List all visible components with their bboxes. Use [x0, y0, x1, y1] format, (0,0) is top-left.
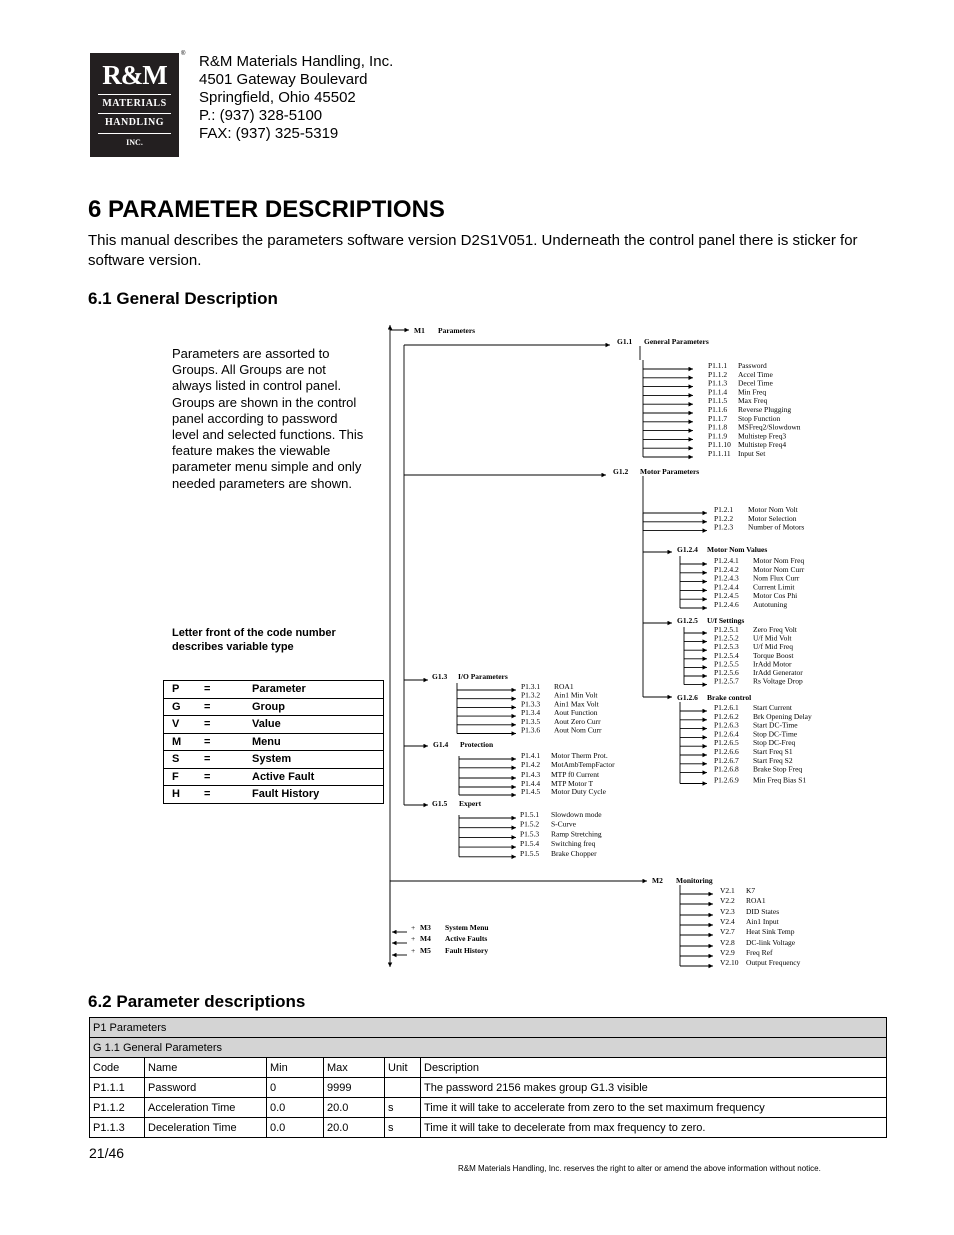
parameter-code: P1.2.4.6: [714, 600, 739, 609]
legend-letter: P: [164, 681, 197, 699]
parameter-name: Torque Boost: [753, 650, 794, 660]
parameter-name: Multistep Freq3: [738, 431, 787, 441]
cell-min: 0.0: [267, 1118, 324, 1138]
legend-letter: H: [164, 786, 197, 804]
group-name: Protection: [460, 740, 494, 749]
group-name: Expert: [459, 799, 482, 808]
parameter-name: Start Freq S2: [753, 755, 793, 765]
parameter-code: P1.5.4: [520, 839, 540, 849]
cell-max: 20.0: [324, 1098, 385, 1118]
parameter-code: P1.5.5: [520, 848, 540, 858]
legend-meaning: Parameter: [244, 681, 384, 699]
legend-row: [164, 698, 384, 716]
parameter-name: Accel Time: [738, 369, 773, 379]
column-header: Unit: [385, 1058, 421, 1078]
parameter-code: P1.2.1: [714, 505, 734, 514]
menu-name: System Menu: [445, 923, 489, 932]
parameter-name: IrAdd Motor: [753, 659, 792, 669]
group-name: General Parameters: [644, 337, 709, 346]
parameter-name: Multistep Freq4: [738, 440, 787, 450]
cell-min: 0.0: [267, 1098, 324, 1118]
menu-code: M3: [420, 923, 431, 932]
parameter-name: Motor Cos Phi: [753, 591, 798, 601]
legend-equals: =: [196, 716, 244, 734]
parameter-code: P1.2.6.8: [714, 764, 739, 774]
menu-name: Monitoring: [676, 876, 713, 885]
parameter-name: Ain1 Input: [746, 917, 779, 926]
parameter-name: Start DC-Time: [753, 720, 798, 730]
cell-description: The password 2156 makes group G1.3 visible: [421, 1078, 887, 1098]
legend-letter: V: [164, 716, 197, 734]
legend-letter: G: [164, 698, 197, 716]
parameter-code: P1.3.1: [521, 682, 541, 691]
parameter-code: P1.4.5: [521, 787, 541, 796]
footer-disclaimer: R&M Materials Handling, Inc. reserves the right to alter or amend the above information without notice.: [458, 1164, 821, 1173]
parameter-code: P1.2.5.6: [714, 668, 739, 677]
cell-min: 0: [267, 1078, 324, 1098]
parameter-name: Output Frequency: [746, 958, 801, 967]
parameter-name: Motor Therm Prot.: [551, 751, 608, 760]
parameter-name: Stop DC-Time: [753, 729, 798, 739]
logo-word-inc: INC.: [126, 138, 143, 147]
cell-max: 20.0: [324, 1118, 385, 1138]
subgroup-name: Brake control: [707, 693, 752, 702]
column-header: Description: [421, 1058, 887, 1078]
parameter-code: P1.5.2: [520, 819, 540, 829]
menu-code: M5: [420, 946, 431, 955]
subgroup-code: G1.2.5: [677, 616, 698, 625]
parameter-code: P1.2.6.5: [714, 738, 739, 748]
parameter-name: Switching freq: [551, 839, 596, 849]
parameter-code: P1.1.3: [708, 378, 728, 388]
legend-meaning: Value: [244, 716, 384, 734]
group-name: I/O Parameters: [458, 672, 508, 681]
parameter-code: P1.2.6.3: [714, 720, 739, 730]
parameter-name: Aout Nom Curr: [554, 725, 602, 735]
company-address: [199, 53, 393, 143]
parameter-code: P1.2.3: [714, 522, 734, 532]
parameter-name: Min Freq: [738, 387, 767, 397]
logo-divider: [98, 113, 171, 114]
legend-letter: F: [164, 768, 197, 786]
table-title: P1 Parameters: [90, 1018, 887, 1038]
table-row: [90, 1078, 887, 1098]
cell-description: Time it will take to accelerate from zero to the set maximum frequency: [421, 1098, 887, 1118]
parameter-code: P1.2.5.1: [714, 625, 739, 634]
parameter-name: Heat Sink Temp: [746, 927, 795, 936]
parameter-code: P1.1.9: [708, 431, 728, 441]
menu-name: Fault History: [445, 946, 489, 955]
parameter-name: Password: [738, 361, 767, 370]
menu-name: Parameters: [438, 326, 476, 335]
parameter-code: V2.10: [720, 958, 739, 967]
parameter-code: P1.2.6.9: [714, 775, 739, 785]
parameter-code: P1.3.6: [521, 725, 541, 735]
address-line: 4501 Gateway Boulevard: [199, 71, 368, 88]
menu-name: Active Faults: [445, 934, 488, 943]
intro-paragraph: This manual describes the parameters software version D2S1V051. Underneath the control panel there is sticker for software version.: [88, 232, 858, 269]
subgroup-code: G1.2.4: [677, 545, 698, 554]
parameter-name: IrAdd Generator: [753, 668, 803, 677]
cell-name: Acceleration Time: [145, 1098, 267, 1118]
parameter-name: Max Freq: [738, 396, 768, 406]
parameter-name: Start Freq S1: [753, 747, 793, 756]
legend-letter: S: [164, 751, 197, 769]
logo-word-materials: MATERIALS: [102, 98, 167, 109]
parameter-name: Stop DC-Freq: [753, 738, 796, 748]
parameter-name: Autotuning: [753, 600, 788, 609]
parameter-code: V2.4: [720, 917, 735, 926]
parameter-code: P1.2.6.4: [714, 729, 739, 739]
group-name: Motor Parameters: [640, 467, 700, 476]
parameter-name: Brake Stop Freq: [753, 764, 803, 774]
group-code: G1.4: [433, 740, 449, 749]
table-header-row: [90, 1058, 887, 1078]
group-code: G1.3: [432, 672, 448, 681]
legend-row: [164, 751, 384, 769]
column-header: Name: [145, 1058, 267, 1078]
parameter-code: P1.2.6.6: [714, 747, 739, 756]
parameter-code: P1.1.6: [708, 405, 728, 414]
legend-row: [164, 786, 384, 804]
parameter-name: Number of Motors: [748, 522, 805, 532]
table-row: [90, 1098, 887, 1118]
section-heading-general: 6.1 General Description: [88, 289, 278, 308]
expand-plus-icon: +: [411, 934, 416, 943]
legend-equals: =: [196, 768, 244, 786]
legend-equals: =: [196, 733, 244, 751]
parameter-code: P1.1.4: [708, 387, 728, 397]
parameter-code: P1.1.2: [708, 369, 728, 379]
parameter-name: Decel Time: [738, 378, 773, 388]
table-row: [90, 1118, 887, 1138]
parameter-code: P1.2.4.3: [714, 573, 739, 583]
menu-code: M1: [414, 326, 425, 335]
parameter-code: V2.2: [720, 896, 735, 905]
registered-mark: ®: [181, 51, 186, 57]
cell-max: 9999: [324, 1078, 385, 1098]
parameter-name: ROA1: [746, 896, 766, 905]
legend-meaning: Group: [244, 698, 384, 716]
parameter-code: P1.2.5.7: [714, 676, 739, 686]
expand-plus-icon: +: [411, 923, 416, 932]
chapter-title: 6 PARAMETER DESCRIPTIONS: [88, 196, 445, 223]
legend-equals: =: [196, 681, 244, 699]
cell-name: Deceleration Time: [145, 1118, 267, 1138]
parameter-name: Brk Opening Delay: [753, 711, 812, 721]
logo-word-handling: HANDLING: [104, 117, 164, 128]
legend-meaning: Fault History: [244, 786, 384, 804]
parameter-code: V2.8: [720, 938, 735, 947]
legend-letter: M: [164, 733, 197, 751]
page-number: 21/46: [89, 1145, 125, 1161]
parameter-code: P1.2.6.2: [714, 711, 739, 721]
parameter-code: P1.1.10: [708, 440, 731, 450]
address-line: FAX: (937) 325-5319: [199, 125, 339, 142]
parameter-name: Nom Flux Curr: [753, 573, 800, 583]
cell-code: P1.1.3: [90, 1118, 145, 1138]
cell-unit: s: [385, 1098, 421, 1118]
parameter-code: P1.3.3: [521, 699, 541, 709]
parameter-code: P1.4.4: [521, 779, 541, 788]
menu-code: M4: [420, 934, 431, 943]
legend-row: [164, 733, 384, 751]
legend-row: [164, 716, 384, 734]
groups-explanation: Parameters are assorted to Groups. All Groups are not always listed in control panel. Groups are shown in the control panel according to password level and selected functions. This feature makes the viewable parameter menu simple and only needed parameters are shown.: [172, 346, 364, 491]
parameter-name: Brake Chopper: [551, 848, 597, 858]
legend-equals: =: [196, 698, 244, 716]
expand-plus-icon: +: [411, 946, 416, 955]
cell-unit: [385, 1078, 421, 1098]
parameter-code: P1.1.5: [708, 396, 728, 406]
parameter-name: Ramp Stretching: [551, 829, 602, 839]
parameter-name: Motor Nom Freq: [753, 556, 805, 565]
parameter-code: P1.2.6.1: [714, 703, 739, 712]
parameter-name: Ain1 Min Volt: [554, 690, 598, 700]
section-heading-parameters: 6.2 Parameter descriptions: [88, 992, 306, 1011]
parameter-name: DID States: [746, 907, 780, 916]
parameter-name: Input Set: [738, 449, 766, 458]
cell-description: Time it will take to decelerate from max frequency to zero.: [421, 1118, 887, 1138]
group-code: G1.2: [613, 467, 629, 476]
menu-code: M2: [652, 876, 663, 885]
parameter-name: Rs Voltage Drop: [753, 676, 803, 686]
parameter-name: Freq Ref: [746, 948, 773, 957]
parameter-name: MTP f0 Current: [551, 770, 600, 779]
parameter-code: V2.3: [720, 907, 735, 916]
parameter-name: MTP Motor T: [551, 779, 594, 788]
parameter-table: [89, 1017, 887, 1138]
cell-name: Password: [145, 1078, 267, 1098]
legend-meaning: Active Fault: [244, 768, 384, 786]
parameter-name: MotAmbTempFactor: [551, 759, 615, 769]
cell-code: P1.1.1: [90, 1078, 145, 1098]
column-header: Max: [324, 1058, 385, 1078]
subgroup-code: G1.2.6: [677, 693, 698, 702]
logo-divider: [98, 133, 171, 134]
parameter-code: P1.3.2: [521, 690, 541, 700]
logo-divider: [98, 94, 171, 95]
company-logo: [90, 53, 179, 157]
parameter-name: ROA1: [554, 682, 574, 691]
parameter-code: P1.1.11: [708, 449, 731, 458]
parameter-code: P1.4.3: [521, 770, 541, 779]
cell-code: P1.1.2: [90, 1098, 145, 1118]
parameter-name: Slowdown mode: [551, 810, 602, 819]
parameter-code: V2.7: [720, 927, 735, 936]
logo-monogram: R&M: [102, 60, 167, 90]
legend-equals: =: [196, 751, 244, 769]
parameter-name: S-Curve: [551, 819, 576, 829]
variable-type-legend: [163, 680, 384, 804]
parameter-code: P1.2.5.2: [714, 633, 739, 643]
parameter-name: MSFreq2/Slowdown: [738, 422, 801, 432]
address-line: Springfield, Ohio 45502: [199, 89, 356, 106]
subgroup-name: U/f Settings: [707, 616, 745, 625]
parameter-code: P1.2.6.7: [714, 755, 739, 765]
parameter-name: U/f Mid Volt: [753, 633, 792, 643]
legend-meaning: System: [244, 751, 384, 769]
parameter-name: K7: [746, 886, 756, 895]
table-group: G 1.1 General Parameters: [90, 1038, 887, 1058]
address-line: R&M Materials Handling, Inc.: [199, 53, 394, 70]
parameter-code: P1.2.4.2: [714, 564, 739, 574]
parameter-code: V2.1: [720, 886, 735, 895]
parameter-name: Motor Nom Curr: [753, 564, 805, 574]
group-code: G1.5: [432, 799, 448, 808]
parameter-code: P1.2.5.5: [714, 659, 739, 669]
parameter-code: P1.3.5: [521, 716, 541, 726]
parameter-code: P1.2.4.5: [714, 591, 739, 601]
parameter-code: P1.5.3: [520, 829, 540, 839]
parameter-name: Motor Selection: [748, 513, 797, 523]
parameter-code: P1.4.1: [521, 751, 541, 760]
parameter-code: P1.2.2: [714, 513, 734, 523]
parameter-name: DC-link Voltage: [746, 938, 796, 947]
parameter-code: P1.4.2: [521, 759, 541, 769]
parameter-name: Zero Freq Volt: [753, 625, 797, 634]
letter-note: Letter front of the code number describes variable type: [172, 627, 336, 653]
parameter-name: U/f Mid Freq: [753, 642, 793, 652]
parameter-code: P1.3.4: [521, 708, 541, 718]
group-code: G1.1: [617, 337, 633, 346]
legend-row: [164, 768, 384, 786]
parameter-code: P1.2.5.4: [714, 650, 739, 660]
parameter-code: P1.1.7: [708, 413, 728, 423]
parameter-name: Current Limit: [753, 582, 795, 592]
legend-equals: =: [196, 786, 244, 804]
parameter-code: P1.2.4.4: [714, 582, 739, 592]
legend-row: [164, 681, 384, 699]
parameter-name: Aout Zero Curr: [554, 716, 601, 726]
address-line: P.: (937) 328-5100: [199, 107, 323, 124]
parameter-code: P1.2.4.1: [714, 556, 739, 565]
parameter-name: Ain1 Max Volt: [554, 699, 599, 709]
column-header: Min: [267, 1058, 324, 1078]
parameter-name: Stop Function: [738, 413, 781, 423]
parameter-name: Min Freq Bias S1: [753, 775, 807, 785]
legend-meaning: Menu: [244, 733, 384, 751]
parameter-code: P1.1.8: [708, 422, 728, 432]
parameter-name: Motor Duty Cycle: [551, 787, 606, 796]
parameter-code: P1.2.5.3: [714, 642, 739, 652]
parameter-code: V2.9: [720, 948, 735, 957]
parameter-name: Motor Nom Volt: [748, 505, 798, 514]
subgroup-name: Motor Nom Values: [707, 545, 768, 554]
parameter-code: P1.1.1: [708, 361, 728, 370]
column-header: Code: [90, 1058, 145, 1078]
parameter-name: Aout Function: [554, 708, 598, 718]
parameter-name: Reverse Plugging: [738, 405, 792, 414]
parameter-code: P1.5.1: [520, 810, 540, 819]
cell-unit: s: [385, 1118, 421, 1138]
parameter-name: Start Current: [753, 703, 792, 712]
